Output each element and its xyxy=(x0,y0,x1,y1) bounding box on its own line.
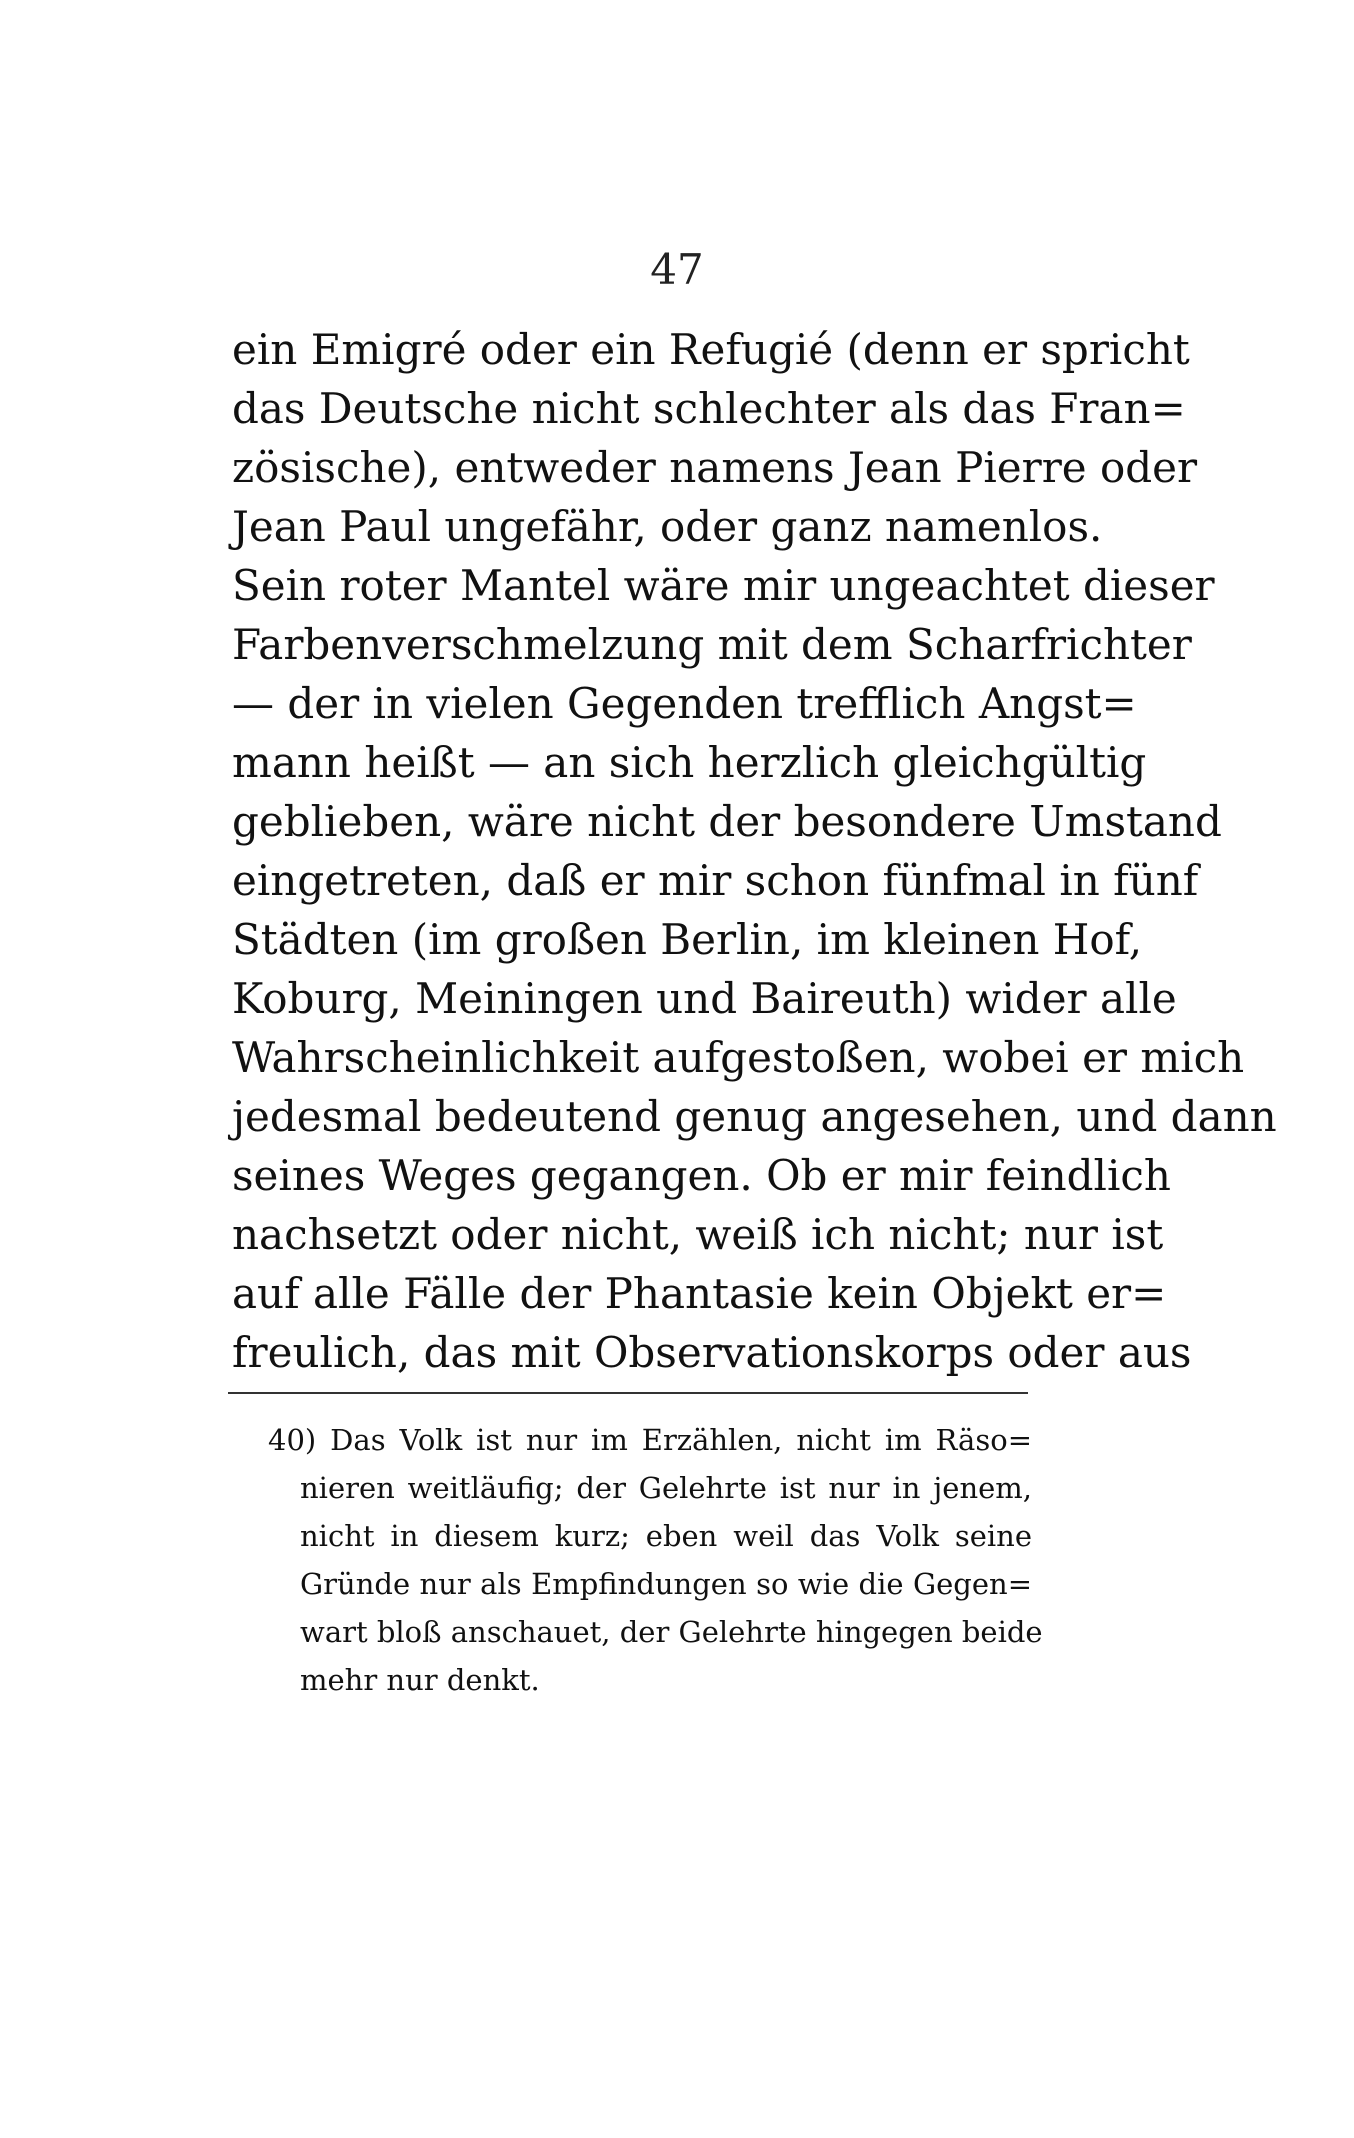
text-line: eingetreten, daß er mir schon fünfmal in fünf xyxy=(232,856,1199,905)
text-line: Sein roter Mantel wäre mir ungeachtet dieser xyxy=(232,561,1215,610)
text-line: Wahrscheinlichkeit aufgestoßen, wobei er mich xyxy=(232,1033,1245,1082)
text-line: jedesmal bedeutend genug angesehen, und dann xyxy=(232,1092,1277,1141)
text-line: Städten (im großen Berlin, im kleinen Hof, xyxy=(232,915,1143,964)
text-line: ein Emigré oder ein Refugié (denn er spricht xyxy=(232,325,1190,374)
footnote-line: nicht in diesem kurz; eben weil das Volk seine xyxy=(300,1519,1032,1553)
main-text xyxy=(232,320,1277,1382)
text-line: mann heißt — an sich herzlich gleichgültig xyxy=(232,738,1147,787)
text-line: zösische), entweder namens Jean Pierre oder xyxy=(232,443,1198,492)
footnote-line: wart bloß anschauet, der Gelehrte hingegen beide xyxy=(300,1615,1043,1649)
page-number: 47 xyxy=(650,245,704,294)
text-line: auf alle Fälle der Phantasie kein Objekt er= xyxy=(232,1269,1167,1318)
footnote-line: nieren weitläufig; der Gelehrte ist nur in jenem, xyxy=(300,1471,1032,1505)
text-line: Farbenverschmelzung mit dem Scharfrichter xyxy=(232,620,1192,669)
text-line: — der in vielen Gegenden trefflich Angst= xyxy=(232,679,1137,728)
footnote-line: mehr nur denkt. xyxy=(300,1663,540,1697)
text-line: Jean Paul ungefähr, oder ganz namenlos. xyxy=(232,502,1103,551)
text-line: Koburg, Meiningen und Baireuth) wider alle xyxy=(232,974,1177,1023)
footnote xyxy=(268,1416,1043,1704)
text-line: das Deutsche nicht schlechter als das Fran= xyxy=(232,384,1186,433)
text-line: nachsetzt oder nicht, weiß ich nicht; nur ist xyxy=(232,1210,1164,1259)
text-line: freulich, das mit Observationskorps oder aus xyxy=(232,1328,1192,1377)
footnote-line: Gründe nur als Empfindungen so wie die Gegen= xyxy=(300,1567,1032,1601)
footnote-line: 40) Das Volk ist nur im Erzählen, nicht im Räso= xyxy=(268,1423,1032,1457)
text-line: seines Weges gegangen. Ob er mir feindlich xyxy=(232,1151,1171,1200)
text-line: geblieben, wäre nicht der besondere Umstand xyxy=(232,797,1222,846)
footnote-divider xyxy=(228,1392,1028,1394)
